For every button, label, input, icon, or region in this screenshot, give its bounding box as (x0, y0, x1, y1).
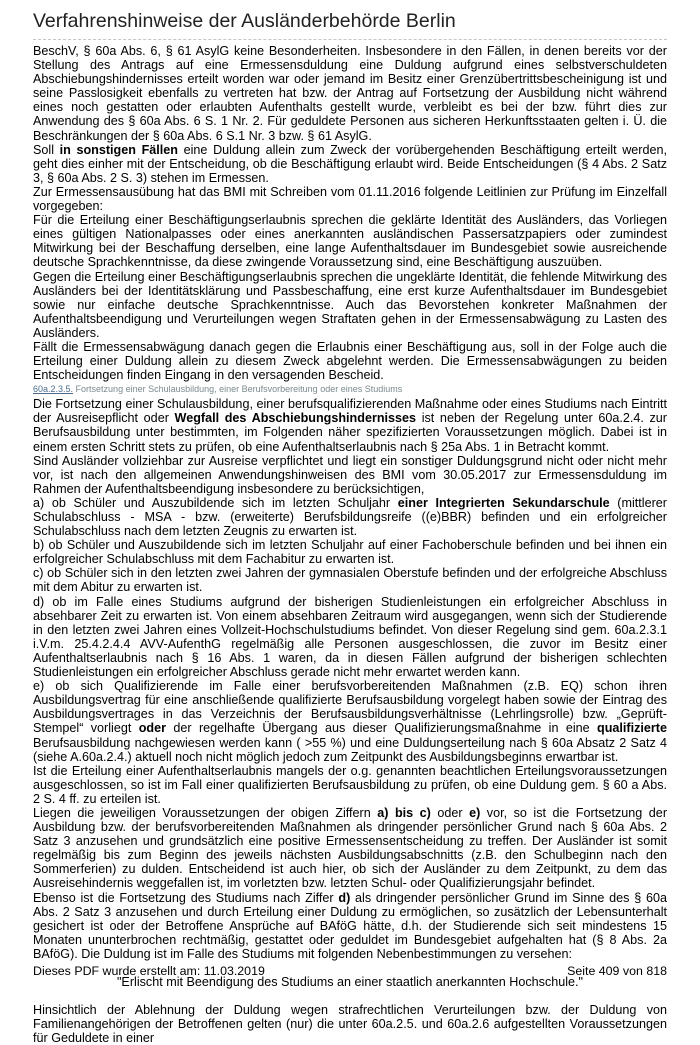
document-title: Verfahrenshinweise der Ausländerbehörde Berlin (33, 10, 456, 32)
paragraph-abwaegung: Fällt die Ermessensabwägung danach gegen die Erlaubnis einer Beschäftigung aus, soll in der Folge auch die Erteilung einer Duldung allein zu diesem Zweck abgelehnt werden. Die Ermessensabwägungen zu beiden Entscheidungen finden Eingang in den versagenden Bescheid. (33, 339, 667, 383)
section-number-link[interactable]: 60a.2.3.5. (33, 384, 74, 395)
paragraph-contra-erlaubnis: Gegen die Erteilung einer Beschäftigungserlaubnis sprechen die ungeklärte Identität, die fehlende Mitwirkung des Ausländers bei der Identitätsklärung und Passbeschaffung, eine erst kurze Aufenthaltsdauer im Bundesgebiet sowie nur einfache deutsche Sprachkenntnisse. Auch das Bevorstehen konkreter Maßnahmen der Aufenthaltsbeendigung und Verurteilungen wegen Straftaten gehen in der Ermessensabwägung zu Lasten des Ausländers. (33, 269, 667, 340)
paragraph-studium: Ebenso ist die Fortsetzung des Studiums nach Ziffer d) als dringender persönlicher Grund im Sinne des § 60a Abs. 2 Satz 3 anzusehen und durch Erteilung einer Duldung zu ermöglichen, so zusätzlich der Lebensunterhalt gesichert ist oder der Betroffene Ansprüche auf BAföG hätte, d.h. der Studierende sich seit mindestens 15 Monaten ununterbrochen rechtmäßig, gestattet oder geduldet im Bundesgebiet aufgehalten hat (§ 8 Abs. 2a BAföG). Die Duldung ist im Falle des Studiums mit folgenden Nebenbestimmungen zu versehen: (33, 890, 667, 961)
page-header (33, 8, 667, 40)
list-item-e: e) ob sich Qualifizierende im Falle einer berufsvorbereitenden Maßnahmen (z.B. EQ) schon ihren Ausbildungsvertrag für eine anschließende qualifizierte Berufsausbildung vorgelegt haben sowie der Eintrag des Ausbildungsvertrages in das Verzeichnis der Berufsausbildungsverhältnisse (Lehrlingsrolle) bzw. „Geprüft-Stempel“ vorliegt oder der regelhafte Übergang aus dieser Qualifizierungsmaßnahme in eine qualifizierte Berufsausbildung nachgewiesen werden kann ( >55 %) und eine Duldungserteilung nach § 60a Absatz 2 Satz 4 (siehe A.60a.2.4.) aktuell noch nicht möglich jedoch zum Zeitpunkt des Ausbildungsbeginns erwartbar ist. (33, 679, 667, 764)
footer-created-date: Dieses PDF wurde erstellt am: 11.03.2019 (33, 964, 265, 978)
paragraph-aufenthaltserlaubnis: Ist die Erteilung einer Aufenthaltserlaubnis mangels der o.g. genannten beachtlichen Erteilungsvoraussetzungen ausgeschlossen, so ist im Fall einer qualifizierten Berufsausbildung zu prüfen, ob eine Duldung gem. § 60 a Abs. 2 S. 4 ff. zu erteilen ist. (33, 763, 667, 806)
paragraph-pro-erlaubnis: Für die Erteilung einer Beschäftigungserlaubnis sprechen die geklärte Identität des Ausländers, das Vorliegen eines gültigen Nationalpasses oder eines anerkannten ausländischen Passersatzpapiers oder zumindest Mitwirkung bei der Beschaffung derselben, eine lange Aufenthaltsdauer im Bundesgebiet sowie ausreichende deutsche Sprachkenntnisse, da diese zwingende Voraussetzung sind, eine Beschäftigung auszuüben. (33, 213, 667, 270)
list-item-a: a) ob Schüler und Auszubildende sich im letzten Schuljahr einer Integrierten Sekundarschule (mittlerer Schulabschluss - MSA - bzw. (erweiterte) Berufsbildungsreife ((e)BBR) befinden und ein erfolgreicher Schulabschluss nach dem letzten Zeugnis zu erwarten ist. (33, 495, 667, 539)
list-item-d: d) ob im Falle eines Studiums aufgrund der bisherigen Studienleistungen ein erfolgreicher Abschluss in absehbarer Zeit zu erwarten ist. Von einem absehbaren Zeitraum wird ausgegangen, wenn sich der Studierende in den letzten zwei Jahren eines Vollzeit-Hochschulstudiums befindet. Von dieser Regelung sind gem. 60a.2.3.1 i.V.m. 25.4.2.4.4 AVV-AufenthG regelmäßig alle Personen ausgeschlossen, die zuvor im Besitz einer Aufenthaltserlaubnis nach § 16 Abs. 1 waren, da in diesen Fällen aufgrund der bisherigen schlechten Studienleistungen ein erfolgreicher Abschluss gerade nicht mehr erwartet werden kann. (33, 594, 667, 680)
paragraph-ermessensausuebung: Zur Ermessensausübung hat das BMI mit Schreiben vom 01.11.2016 folgende Leitlinien zur Prüfung im Einzelfall vorgegeben: (33, 184, 667, 214)
document-body (33, 44, 667, 1045)
paragraph-fortsetzung: Die Fortsetzung einer Schulausbildung, einer berufsqualifizierenden Maßnahme oder eines Studiums nach Eintritt der Ausreisepflicht oder Wegfall des Abschiebungshindernisses ist neben der Regelung unter 60a.2.4. zur Berufsausbildung unter bestimmten, im Folgenden näher spezifizierten Voraussetzungen möglich. Dabei ist in einem ersten Schritt stets zu prüfen, ob eine Aufenthaltserlaubnis nach § 25a Abs. 1 in Betracht kommt. (33, 397, 667, 454)
paragraph-sonstige-faelle: Soll in sonstigen Fällen eine Duldung allein zum Zweck der vorübergehenden Beschäftigung erteilt werden, geht dies einher mit der Entscheidung, ob die Beschäftigung erlaubt wird. Beide Entscheidungen (§ 4 Abs. 2 Satz 3, § 60a Abs. 2 S. 3) stehen im Ermessen. (33, 142, 668, 185)
nebenbestimmung-quote: "Erlischt mit Beendigung des Studiums an einer staatlich anerkannten Hochschule." (116, 975, 584, 989)
section-heading (33, 383, 667, 396)
list-item-c: c) ob Schüler sich in den letzten zwei Jahren der gymnasialen Oberstufe befinden und der erfolgreiche Abschluss mit dem Abitur zu erwarten ist. (33, 566, 667, 595)
footer-page-number: Seite 409 von 818 (567, 964, 667, 978)
list-item-b: b) ob Schüler und Auszubildende sich im letzten Schuljahr auf einer Fachoberschule befinden und bei ihnen ein erfolgreicher Schulabschluss mit dem Fachabitur zu erwarten ist. (33, 538, 667, 567)
paragraph-ausreisepflicht: Sind Ausländer vollziehbar zur Ausreise verpflichtet und liegt ein sonstiger Duldungsgrund nicht oder nicht mehr vor, ist nach den allgemeinen Anwendungshinweisen des BMI vom 30.05.2017 zur Ermessensduldung im Rahmen der Aufenthaltsbeendigung insbesondere zu berücksichtigen, (33, 453, 667, 496)
paragraph-voraussetzungen: Liegen die jeweiligen Voraussetzungen der obigen Ziffern a) bis c) oder e) vor, so ist die Fortsetzung der Ausbildung bzw. der berufsvorbereitenden Maßnahmen als dringender persönlicher Grund nach § 60a Abs. 2 Satz 3 anzusehen und grundsätzlich eine positive Ermessensentscheidung zu treffen. Der Ausländer ist somit regelmäßig bis zum Beginn des jeweils nächsten Ausbildungsabschnitts (z.B. den Schulbeginn nach den Sommerferien) zu dulden. Entscheidend ist auch hier, ob sich der Ausländer zu dem Zeitpunkt, zu dem das Ausreisehindernis weggefallen ist, im vorletzten bzw. letzten Schul- oder Qualifizierungsjahr befindet. (33, 805, 668, 891)
paragraph-ablehnung: Hinsichtlich der Ablehnung der Duldung wegen strafrechtlichen Verurteilungen bzw. der Duldung von Familienangehörigen der Betroffenen gelten (nur) die unter 60a.2.5. und 60a.2.6 aufgestellten Voraussetzungen für Geduldete in einer (33, 1003, 667, 1045)
section-title: Fortsetzung einer Schulausbildung, einer Berufsvorbereitung oder eines Studiums (73, 384, 403, 395)
header-divider (33, 39, 667, 40)
paragraph-besch: BeschV, § 60a Abs. 6, § 61 AsylG keine Besonderheiten. Insbesondere in den Fällen, in denen bereits vor der Stellung des Antrags auf eine Ermessensduldung eine Duldung aufgrund eines selbstverschuldeten Abschiebungshindernisses erteilt worden war oder jemand im Besitz einer Grenzübertrittsbescheinigung ist und seine Passlosigkeit ebenfalls zu vertreten hat bzw. der Antrag auf Fortsetzung der Ausbildung nicht während eines noch gestatten oder erlaubten Aufenthalts gestellt wurde, verbleibt es bei der bzw. führt dies zur Anwendung des § 60a Abs. 6 S. 1 Nr. 2. Für geduldete Personen aus sicheren Herkunftsstaaten gelten i. Ü. die Beschränkungen der § 60a Abs. 6 S.1 Nr. 3 bzw. § 61 AsylG. (33, 44, 667, 143)
